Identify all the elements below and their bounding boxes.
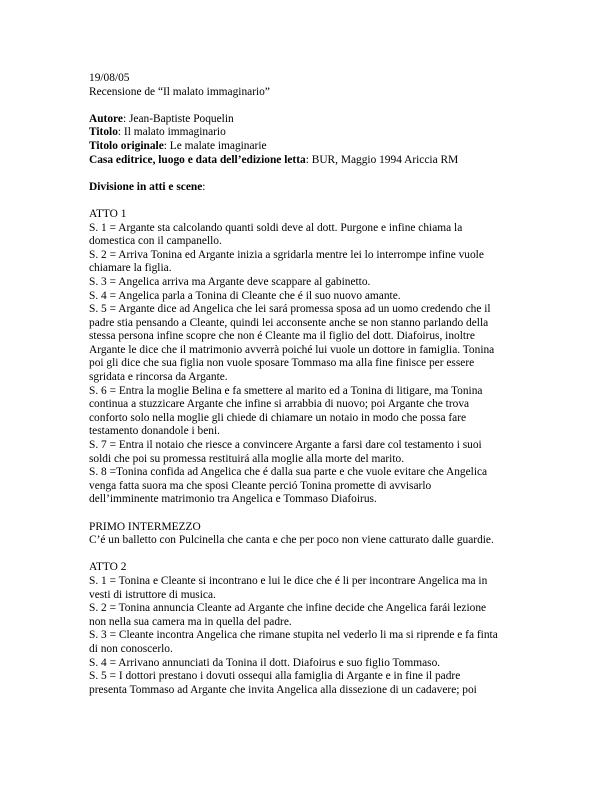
- division-heading: [89, 181, 529, 195]
- original-title-label: Titolo originale: [89, 139, 164, 152]
- title-label: Titolo: [89, 126, 118, 139]
- text-line: S. 1 = Tonina e Cleante si incontrano e lui le dice che é li per incontrare Angelica ma in: [89, 574, 488, 587]
- atto1-body: [89, 222, 529, 507]
- text-line: S. 3 = Cleante incontra Angelica che rimane stupita nel vederlo li ma si riprende e fa finta: [89, 629, 498, 642]
- text-line: S. 2 = Tonina annuncia Cleante ad Argante che infine decide che Angelica farái lezione: [89, 602, 487, 615]
- text-line: sgridata e rincorsa da Argante.: [89, 371, 228, 384]
- text-line: non nella sua camera ma in quella del padre.: [89, 615, 292, 628]
- atto1-heading: ATTO 1: [89, 207, 127, 220]
- text-line: presenta Tommaso ad Argante che invita Angelica alla dissezione di un cadavere; poi: [89, 683, 477, 696]
- text-line: S. 8 =Tonina confida ad Angelica che é dalla sua parte e che vuole evitare che Angelica: [89, 466, 488, 479]
- text-line: stessa persona infine scopre che non é Cleante ma il figlio del dott. Diafoirus, inoltre: [89, 330, 475, 343]
- edition-line: [89, 154, 529, 168]
- text-line: domestica con il campanello.: [89, 235, 222, 248]
- intermezzo-body: [89, 534, 529, 548]
- document-page: [89, 72, 529, 697]
- text-line: S. 4 = Angelica parla a Tonina di Cleante che é il suo nuovo amante.: [89, 289, 401, 302]
- text-line: testamento donandole i beni.: [89, 425, 220, 438]
- text-line: soldi che poi su promessa restituirá alla moglie alla morte del marito.: [89, 452, 405, 465]
- author-value: : Jean-Baptiste Poquelin: [122, 112, 234, 125]
- text-line: S. 6 = Entra la moglie Belina e fa smettere al marito ed a Tonina di litigare, ma Tonina: [89, 384, 483, 397]
- atto2-body: [89, 575, 529, 697]
- spacer: [89, 167, 529, 181]
- text-line: S. 5 = Argante dice ad Angelica che lei sará promessa sposa ad un uomo credendo che il: [89, 303, 491, 316]
- title-line: [89, 126, 529, 140]
- division-colon: :: [202, 180, 206, 193]
- text-line: conforto solo nella moglie gli chiede di chiamare un notaio in modo che possa fare: [89, 411, 467, 424]
- edition-label: Casa editrice, luogo e data dell’edizione letta: [89, 153, 306, 166]
- spacer: [89, 194, 529, 208]
- text-line: S. 3 = Angelica arriva ma Argante deve scappare al gabinetto.: [89, 275, 371, 288]
- text-line: C’é un balletto con Pulcinella che canta e che per poco non viene catturato dalle guardie.: [89, 534, 494, 547]
- text-line: S. 1 = Argante sta calcolando quanti soldi deve al dott. Purgone e infine chiama la: [89, 221, 463, 234]
- original-title-line: [89, 140, 529, 154]
- spacer: [89, 99, 529, 113]
- text-line: poi gli dice che sua figlia non vuole sposare Tommaso ma alla fine finisce per essere: [89, 357, 475, 370]
- original-title-value: : Le malate imaginarie: [163, 139, 267, 152]
- text-line: di non conoscerlo.: [89, 642, 173, 655]
- text-line: S. 7 = Entra il notaio che riesce a convincere Argante a farsi dare col testamento i suoi: [89, 439, 482, 452]
- division-label: Divisione in atti e scene: [89, 180, 203, 193]
- text-line: chiamare la figlia.: [89, 262, 172, 275]
- text-line: venga fatta suora ma che sposi Cleante perció Tonina promette di avvisarlo: [89, 479, 432, 492]
- spacer: [89, 507, 529, 521]
- text-line: S. 4 = Arrivano annunciati da Tonina il dott. Diafoirus e suo figlio Tommaso.: [89, 656, 441, 669]
- intermezzo-heading: PRIMO INTERMEZZO: [89, 520, 201, 533]
- document-title: Recensione de “Il malato immaginario”: [89, 85, 270, 98]
- text-line: vesti di istruttore di musica.: [89, 588, 216, 601]
- author-label: Autore: [89, 112, 123, 125]
- document-date: 19/08/05: [89, 72, 130, 84]
- text-line: padre stia pensando a Cleante, quindi lei acconsente anche se non stanno parlando della: [89, 316, 489, 329]
- text-line: S. 5 = I dottori prestano i dovuti ossequi alla famiglia di Argante e in fine il padre: [89, 670, 461, 683]
- text-line: S. 2 = Arriva Tonina ed Argante inizia a sgridarla mentre lei lo interrompe infine vuole: [89, 248, 484, 261]
- text-line: continua a stuzzicare Argante che infine si arrabbia di nuovo; poi Argante che trova: [89, 398, 470, 411]
- text-line: Argante le dice che il matrimonio avverrà poiché lui vuole un dottore in famiglia. Tonina: [89, 343, 495, 356]
- atto2-heading: ATTO 2: [89, 561, 127, 574]
- text-line: dell’imminente matrimonio tra Angelica e Tommaso Diafoirus.: [89, 493, 377, 506]
- author-line: [89, 113, 529, 127]
- title-value: : Il malato immaginario: [117, 126, 226, 139]
- spacer: [89, 548, 529, 562]
- edition-value: : BUR, Maggio 1994 Ariccia RM: [305, 153, 459, 166]
